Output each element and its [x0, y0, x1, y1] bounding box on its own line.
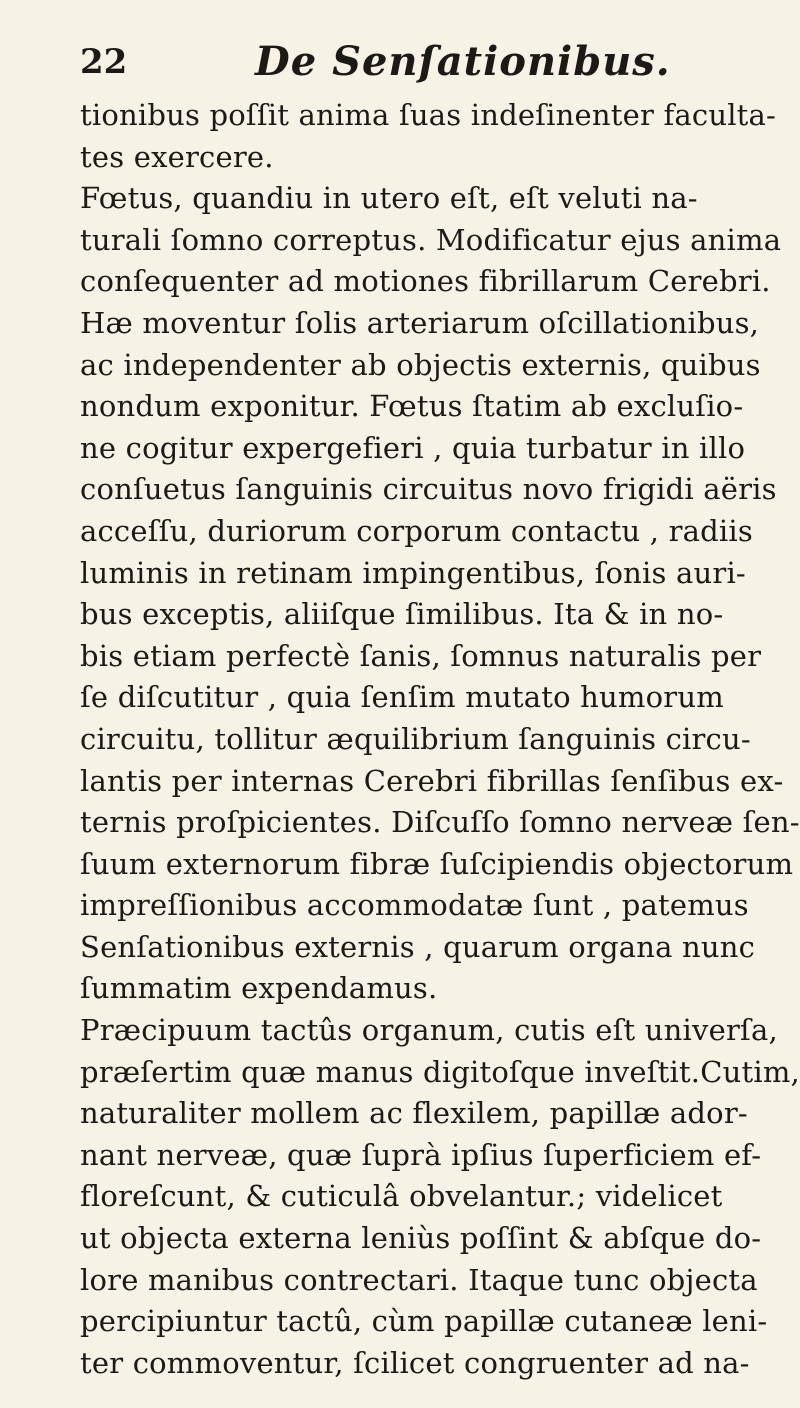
- text-line: ſe diſcutitur , quia ſenſim mutato humorum: [80, 680, 724, 715]
- text-line: luminis in retinam impingentibus, ſonis auri-: [80, 555, 746, 590]
- text-line: tes exercere.: [80, 139, 274, 174]
- text-line: nondum exponitur. Fœtus ſtatim ab excluſio-: [80, 389, 744, 424]
- text-line: conſuetus ſanguinis circuitus novo frigidi aëris: [80, 472, 777, 507]
- text-line: Senſationibus externis , quarum organa nunc: [80, 929, 756, 964]
- text-line: circuitu, tollitur æquilibrium ſanguinis circu-: [80, 721, 751, 756]
- text-line: floreſcunt, & cuticulâ obvelantur.; videlicet: [80, 1179, 723, 1214]
- text-line: bis etiam perfectè ſanis, ſomnus naturalis per: [80, 638, 762, 673]
- text-line: ſummatim expendamus.: [80, 971, 438, 1006]
- text-line: tionibus poſſit anima ſuas indeſinenter faculta-: [80, 98, 777, 132]
- text-line: naturaliter mollem ac flexilem, papillæ ador-: [80, 1096, 748, 1131]
- text-line: acceſſu, duriorum corporum contactu , radiis: [80, 513, 753, 548]
- text-line: lore manibus contrectari. Itaque tunc objecta: [80, 1262, 758, 1297]
- text-line: Fœtus, quandiu in utero eſt, eſt veluti na-: [80, 181, 698, 216]
- text-line: Hæ moventur ſolis arteriarum oſcillationibus,: [80, 305, 760, 340]
- text-line: Præcipuum tactûs organum, cutis eſt univerſa,: [80, 1013, 778, 1048]
- text-line: conſequenter ad motiones fibrillarum Cerebri.: [80, 264, 771, 299]
- page-number: 22: [80, 42, 128, 82]
- page-header: [0, 38, 800, 98]
- running-title: De Senſationibus.: [255, 38, 671, 85]
- text-line: ac independenter ab objectis externis, quibus: [80, 347, 761, 382]
- text-line: ternis proſpicientes. Diſcuſſo ſomno nerveæ ſen-: [80, 805, 800, 840]
- text-line: impreſſionibus accommodatæ ſunt , patemus: [80, 888, 749, 923]
- text-line: lantis per internas Cerebri fibrillas ſenſibus ex-: [80, 763, 784, 798]
- body-text: [80, 95, 800, 1384]
- text-line: nant nerveæ, quæ ſuprà ipſius ſuperficiem ef-: [80, 1137, 762, 1172]
- text-line: turali ſomno correptus. Modificatur ejus anima: [80, 222, 782, 257]
- text-line: percipiuntur tactû, cùm papillæ cutaneæ leni-: [80, 1304, 768, 1339]
- text-line: ſuum externorum fibræ ſuſcipiendis objectorum: [80, 846, 794, 881]
- text-line: ter commoventur, ſcilicet congruenter ad na-: [80, 1345, 750, 1380]
- text-line: bus exceptis, aliiſque ſimilibus. Ita & in no-: [80, 597, 724, 632]
- text-line: ne cogitur expergefieri , quia turbatur in illo: [80, 430, 746, 465]
- text-line: præſertim quæ manus digitoſque inveſtit.Cutim,: [80, 1054, 800, 1089]
- text-line: ut objecta externa leniùs poſſint & abſque do-: [80, 1221, 762, 1256]
